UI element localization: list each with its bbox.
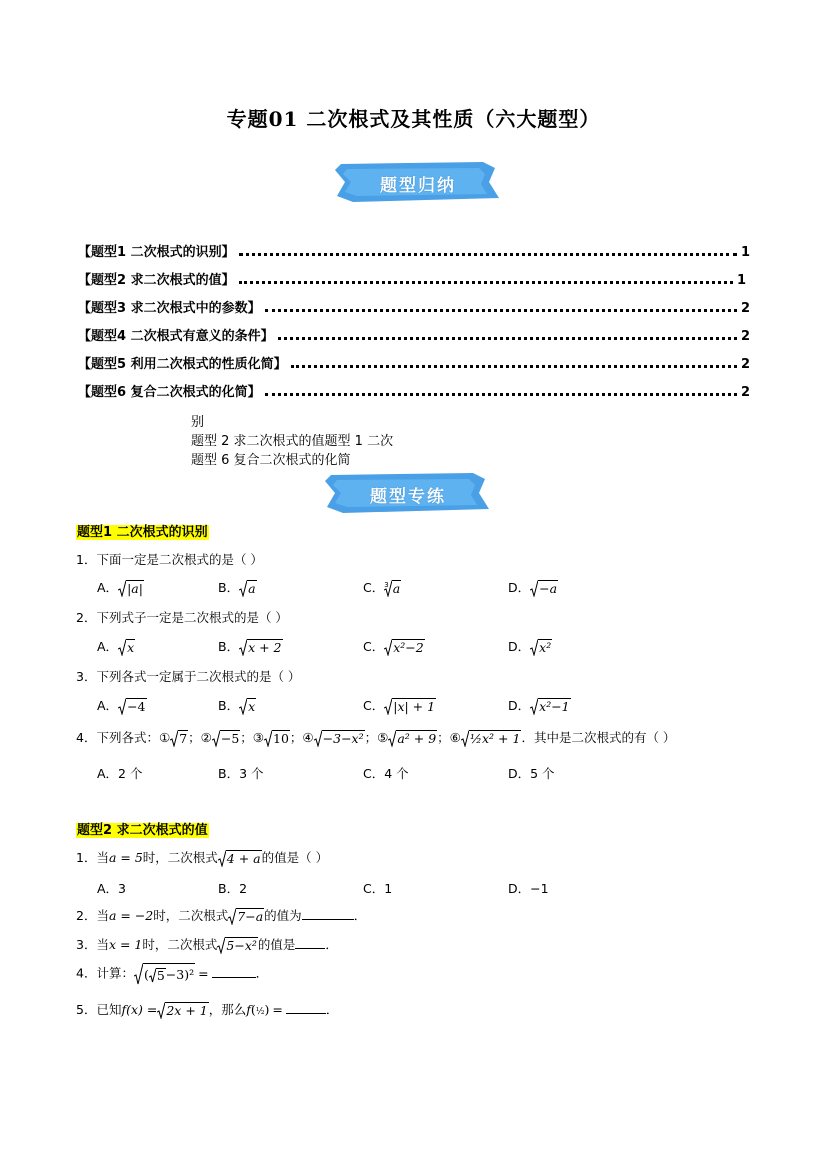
banner-practice-text: 题型专练 [370, 487, 446, 507]
toc-page: 2 [740, 301, 750, 316]
sqrt: |x| + 1 [384, 698, 436, 715]
toc-page: 2 [740, 329, 750, 344]
sqrt-outer: ( 5 −3)² [134, 963, 195, 985]
option-d[interactable]: D． x²−1 [508, 698, 570, 714]
sqrt: 4 + a [218, 850, 262, 867]
question-2-1: 1．当a = 5时，二次根式 4 + a 的值是（ ） [76, 850, 329, 866]
toc-dots [278, 337, 737, 340]
floating-text-2: 题型 2 求二次根式的值题型 1 二次 [191, 434, 394, 449]
sqrt: |a| [118, 580, 144, 597]
sqrt: ½x² + 1 [461, 730, 522, 747]
sqrt: 7 [170, 730, 188, 747]
answer-blank[interactable] [286, 1013, 326, 1014]
toc-row-4[interactable] [78, 324, 750, 344]
question-1-3: 3．下列各式一定属于二次根式的是（ ） [76, 669, 301, 684]
toc-row-6[interactable] [78, 380, 750, 400]
option-d[interactable]: D．−1 [508, 881, 549, 896]
toc-label: 【题型3 求二次根式中的参数】 [78, 301, 261, 316]
toc-label: 【题型6 复合二次根式的化简】 [78, 385, 261, 400]
page-title: 专题01 二次根式及其性质（六大题型） [226, 107, 601, 131]
option-a[interactable]: A． x [97, 639, 135, 655]
toc-dots [265, 309, 737, 312]
sqrt: x²−1 [530, 698, 571, 715]
sqrt: 10 [264, 730, 290, 747]
question-1-4: 4．下列各式：① 7 ；② −5 ；③ 10 ；④ −3−x² ；⑤ a² + 9 ；⑥ ½x² + 1 ．其中是二次根式的有（ ） [76, 730, 676, 746]
answer-blank[interactable] [302, 919, 354, 920]
toc-label: 【题型1 二次根式的识别】 [78, 245, 235, 260]
question-1-1: 1．下面一定是二次根式的是（ ） [76, 552, 263, 567]
toc-dots [291, 365, 737, 368]
section-heading-2: 题型2 求二次根式的值 [77, 823, 208, 838]
toc-page: 1 [740, 245, 750, 260]
sqrt: a² + 9 [388, 730, 437, 747]
option-c[interactable]: C． |x| + 1 [363, 698, 436, 714]
banner-summary-text: 题型归纳 [380, 176, 456, 196]
answer-blank[interactable] [295, 948, 325, 949]
option-c[interactable]: C．4 个 [363, 766, 409, 781]
toc-row-2[interactable] [78, 268, 746, 288]
option-c[interactable]: C．$^3$ a [363, 580, 401, 596]
question-1-2: 2．下列式子一定是二次根式的是（ ） [76, 610, 288, 625]
option-b[interactable]: B． x + 2 [218, 639, 282, 655]
option-b[interactable]: B．2 [218, 881, 248, 896]
banner-practice [323, 471, 493, 515]
option-b[interactable]: B．3 个 [218, 766, 264, 781]
toc-row-3[interactable] [78, 296, 750, 316]
floating-text-1: 别 [191, 415, 205, 430]
sqrt: −a [530, 580, 558, 597]
sqrt: −5 [212, 730, 240, 747]
option-a[interactable]: A． |a| [97, 580, 143, 596]
toc-page: 2 [740, 357, 750, 372]
sqrt: a [239, 580, 256, 597]
sqrt: x [118, 639, 135, 656]
option-c[interactable]: C． x²−2 [363, 639, 424, 655]
sqrt: 7−a [228, 908, 264, 925]
option-d[interactable]: D．5 个 [508, 766, 555, 781]
toc-row-5[interactable] [78, 352, 750, 372]
toc-dots [239, 281, 733, 284]
option-d[interactable]: D． x² [508, 639, 552, 655]
toc-label: 【题型4 二次根式有意义的条件】 [78, 329, 274, 344]
option-b[interactable]: B． a [218, 580, 256, 596]
sqrt-inner: 5 [149, 968, 166, 983]
option-d[interactable]: D． −a [508, 580, 558, 596]
cbrt: a [384, 580, 401, 597]
toc-row-1[interactable] [78, 240, 750, 260]
option-c[interactable]: C．1 [363, 881, 393, 896]
toc-label: 【题型5 利用二次根式的性质化简】 [78, 357, 287, 372]
toc-dots [239, 253, 737, 256]
sqrt: x [239, 698, 256, 715]
sqrt: −3−x² [314, 730, 365, 747]
banner-summary [333, 160, 503, 204]
section-heading-1: 题型1 二次根式的识别 [77, 525, 208, 540]
sqrt: x²−2 [384, 639, 425, 656]
option-a[interactable]: A． −4 [97, 698, 146, 714]
root-index: 3 [384, 580, 389, 589]
toc-page: 1 [736, 273, 746, 288]
sqrt: 2x + 1 [157, 1002, 208, 1019]
question-2-3: 3．当x = 1时，二次根式 5−x² 的值是 ． [76, 937, 338, 953]
floating-text-3: 题型 6 复合二次根式的化简 [191, 453, 351, 468]
sqrt: −4 [118, 698, 146, 715]
question-2-5: 5．已知f(x) = 2x + 1 ，那么f(½) = ． [76, 1002, 339, 1018]
answer-blank[interactable] [212, 977, 256, 978]
option-a[interactable]: A．3 [97, 881, 127, 896]
option-b[interactable]: B． x [218, 698, 256, 714]
sqrt: x² [530, 639, 552, 656]
question-2-4: 4．计算： ( 5 −3)² = ． [76, 963, 268, 985]
toc-page: 2 [740, 385, 750, 400]
question-2-2: 2．当a = −2时，二次根式 7−a 的值为 ． [76, 908, 367, 924]
sqrt: 5−x² [217, 937, 258, 954]
toc-label: 【题型2 求二次根式的值】 [78, 273, 235, 288]
option-a[interactable]: A．2 个 [97, 766, 143, 781]
toc-dots [265, 393, 737, 396]
sqrt: x + 2 [239, 639, 282, 656]
